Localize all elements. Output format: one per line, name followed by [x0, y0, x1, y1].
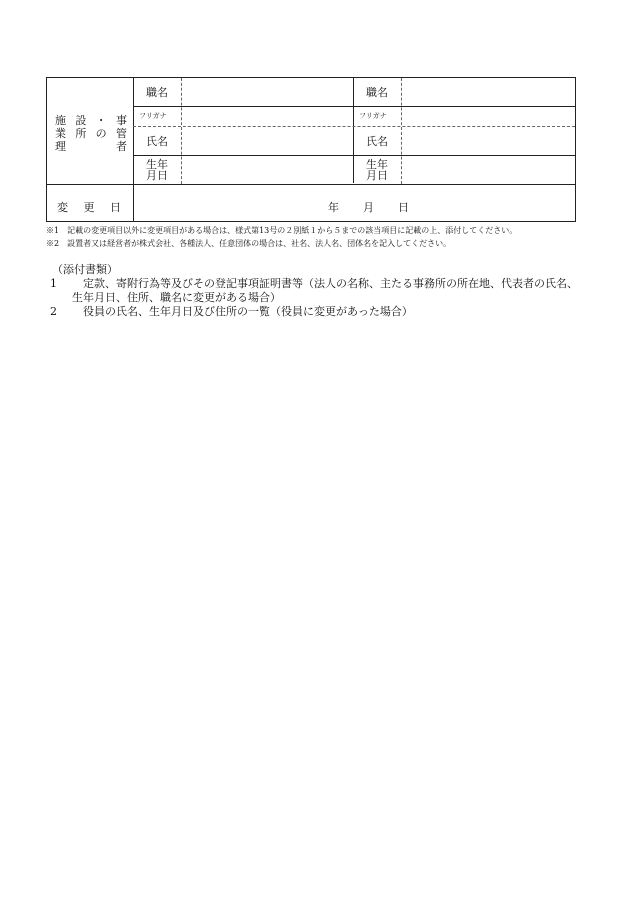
name-label: 氏名 [146, 135, 168, 148]
table-divider [47, 184, 575, 185]
notes [46, 224, 586, 250]
table-divider [133, 78, 134, 221]
furigana-field[interactable] [403, 108, 573, 125]
manager-info-table [46, 77, 576, 222]
birthdate-field[interactable] [183, 157, 351, 183]
furigana-label: フリガナ [359, 112, 387, 120]
note-item: ※2 設置者又は経営者が株式会社、各種法人、任意団体の場合は、社名、法人名、団体名を記入してください。 [46, 239, 452, 248]
change-date-label: 変 更 日 [57, 201, 121, 214]
table-divider [181, 78, 182, 184]
table-divider [353, 78, 354, 183]
note-item: ※1 記載の変更項目以外に変更項目がある場合は、様式第13号の２別紙１から５までの該当項目に記載の上、添付してください。 [46, 226, 518, 235]
facility-manager-label: 施 設 ・ 事 業 所 の 管 理 者 [55, 114, 127, 153]
attachment-text: 定款、寄附行為等及びその登記事項証明書等（法人の名称、主たる事務所の所在地、代表者の氏名、生年月日、住所、職名に変更がある場合） [72, 277, 578, 304]
job-title-label: 職名 [146, 86, 168, 99]
attachment-item [46, 305, 586, 319]
year-label: 年 [328, 201, 339, 214]
day-label: 日 [398, 201, 409, 214]
birthdate-field[interactable] [403, 157, 573, 183]
attachment-number: 2 [50, 305, 57, 318]
job-title-label: 職名 [366, 86, 388, 99]
name-field[interactable] [183, 128, 351, 154]
attachments-section [46, 263, 586, 319]
job-title-field[interactable] [183, 80, 351, 104]
birthdate-label: 生年 月日 [146, 158, 168, 182]
attachments-heading: （添付書類） [52, 263, 118, 276]
name-label: 氏名 [366, 135, 388, 148]
change-date-field[interactable] [135, 186, 575, 221]
attachment-number: 1 [50, 277, 57, 290]
month-label: 月 [363, 201, 374, 214]
attachment-item [46, 277, 586, 305]
table-divider [133, 106, 575, 107]
attachment-text: 役員の氏名、生年月日及び住所の一覧（役員に変更があった場合） [72, 305, 413, 318]
name-field[interactable] [403, 128, 573, 154]
job-title-field[interactable] [403, 80, 573, 104]
table-divider [133, 126, 575, 127]
furigana-label: フリガナ [139, 112, 167, 120]
table-divider [133, 155, 575, 156]
furigana-field[interactable] [183, 108, 351, 125]
birthdate-label: 生年 月日 [366, 158, 388, 182]
table-divider [401, 78, 402, 184]
